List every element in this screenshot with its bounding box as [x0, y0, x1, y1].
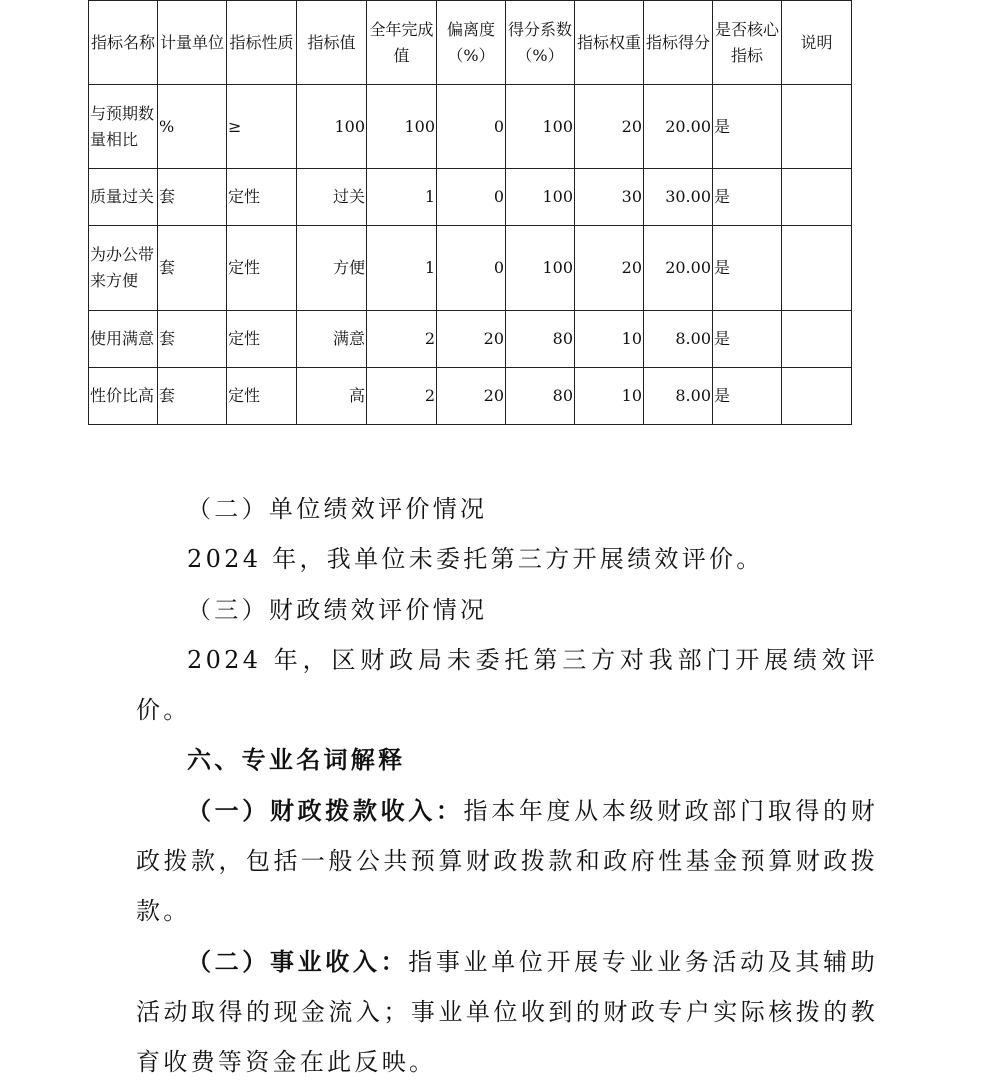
table-cell: 使用满意 [89, 311, 158, 368]
table-cell: 100 [297, 85, 367, 169]
table-cell: 满意 [297, 311, 367, 368]
table-row [89, 85, 852, 169]
column-header: 指标权重 [575, 1, 644, 85]
table-cell: 0 [437, 226, 506, 311]
table-cell: 2 [367, 311, 437, 368]
column-header: 是否核心指标 [713, 1, 782, 85]
table-cell: 定性 [227, 169, 297, 226]
table-cell: ≥ [227, 85, 297, 169]
table-cell: 定性 [227, 311, 297, 368]
column-header: 全年完成值 [367, 1, 437, 85]
table-cell: 8.00 [644, 368, 713, 425]
table-row [89, 311, 852, 368]
table-cell: 1 [367, 169, 437, 226]
table-cell: 100 [367, 85, 437, 169]
table-cell: 100 [506, 169, 575, 226]
table-cell: 高 [297, 368, 367, 425]
paragraph-finance-evaluation: 2024 年，区财政局未委托第三方对我部门开展绩效评价。 [136, 645, 878, 725]
table-cell: 20 [575, 85, 644, 169]
table-cell: 100 [506, 85, 575, 169]
glossary-definition: 指本年度从本级财政部门取得的财政拨款，包括一般公共预算财政拨款和政府性基金预算财政拨款。 [136, 796, 879, 926]
table-cell: 20 [437, 311, 506, 368]
table-cell: 20 [437, 368, 506, 425]
table-cell [782, 169, 852, 226]
column-header: 计量单位 [158, 1, 227, 85]
table-cell: 套 [158, 368, 227, 425]
table-row [89, 226, 852, 311]
column-header: 指标得分 [644, 1, 713, 85]
table-cell: 定性 [227, 226, 297, 311]
column-header: 说明 [782, 1, 852, 85]
table-cell: 是 [713, 226, 782, 311]
section-heading-finance-evaluation: （三）财政绩效评价情况 [187, 595, 488, 624]
table-cell: 20.00 [644, 226, 713, 311]
glossary-term: （二）事业收入： [187, 946, 409, 976]
table-cell: 是 [713, 169, 782, 226]
table-row [89, 368, 852, 425]
table-cell: 20 [575, 226, 644, 311]
table-cell: 1 [367, 226, 437, 311]
table-row [89, 169, 852, 226]
table-cell [782, 226, 852, 311]
table-cell: 套 [158, 169, 227, 226]
glossary-definition: 指事业单位开展专业业务活动及其辅助活动取得的现金流入；事业单位收到的财政专户实际核拨的教育收费等资金在此反映。 [136, 947, 878, 1077]
glossary-item-fiscal-appropriation [136, 786, 878, 937]
table-cell: 0 [437, 85, 506, 169]
table-cell: 10 [575, 368, 644, 425]
column-header: 指标名称 [89, 1, 158, 85]
table-cell: 是 [713, 311, 782, 368]
glossary-term: （一）财政拨款收入： [187, 795, 464, 825]
table-cell: 8.00 [644, 311, 713, 368]
table-cell: 100 [506, 226, 575, 311]
table-cell: 套 [158, 226, 227, 311]
table-cell: 10 [575, 311, 644, 368]
table-cell: 是 [713, 368, 782, 425]
column-header: 得分系数（%） [506, 1, 575, 85]
table-cell: 是 [713, 85, 782, 169]
table-cell: 80 [506, 311, 575, 368]
table-cell [782, 311, 852, 368]
column-header: 指标值 [297, 1, 367, 85]
column-header: 指标性质 [227, 1, 297, 85]
table-cell: 方便 [297, 226, 367, 311]
table-cell: 80 [506, 368, 575, 425]
table-cell: 30 [575, 169, 644, 226]
table-cell [782, 85, 852, 169]
table-cell: 0 [437, 169, 506, 226]
table-cell: 定性 [227, 368, 297, 425]
table-cell: 为办公带来方便 [89, 226, 158, 311]
table-cell: 20.00 [644, 85, 713, 169]
table-cell: 30.00 [644, 169, 713, 226]
table-cell: % [158, 85, 227, 169]
glossary-item-business-income [136, 937, 878, 1088]
table-cell: 质量过关 [89, 169, 158, 226]
table-cell: 性价比高 [89, 368, 158, 425]
table-cell: 过关 [297, 169, 367, 226]
table-cell: 与预期数量相比 [89, 85, 158, 169]
table-cell: 2 [367, 368, 437, 425]
table-cell: 套 [158, 311, 227, 368]
section-heading-unit-evaluation: （二）单位绩效评价情况 [187, 495, 488, 523]
performance-indicator-table [88, 0, 852, 425]
paragraph-unit-evaluation: 2024 年，我单位未委托第三方开展绩效评价。 [187, 545, 764, 574]
table-cell [782, 368, 852, 425]
document-body [136, 484, 878, 1088]
section-heading-glossary: 六、专业名词解释 [187, 745, 406, 775]
column-header: 偏离度（%） [437, 1, 506, 85]
table-header-row [89, 1, 852, 85]
